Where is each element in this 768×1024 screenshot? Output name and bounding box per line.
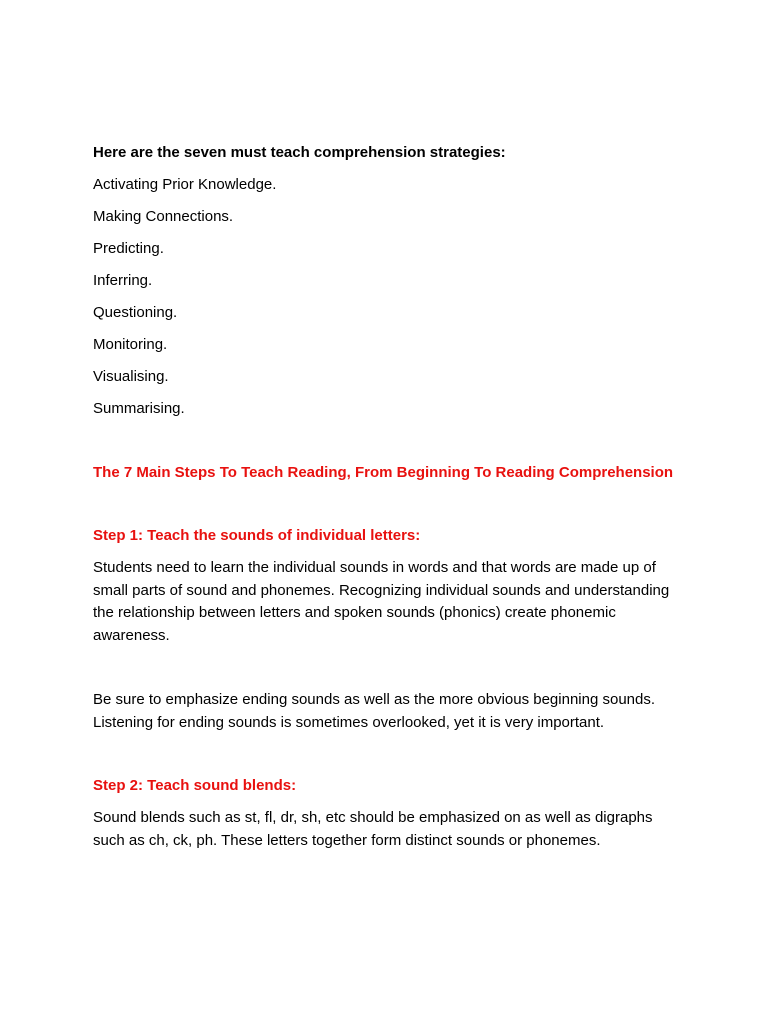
step-1-title: Step 1: Teach the sounds of individual letters: [93, 527, 421, 544]
step-2-paragraph-1: Sound blends such as st, fl, dr, sh, etc should be emphasized on as well as digraphs such as ch, ck, ph. These letters together form distinct sounds or phonemes. [93, 809, 653, 849]
strategy-list [93, 174, 678, 421]
strategy-item: Predicting. [93, 240, 164, 257]
strategy-item: Monitoring. [93, 336, 168, 353]
strategy-item: Inferring. [93, 272, 153, 289]
section-title: The 7 Main Steps To Teach Reading, From Beginning To Reading Comprehension [93, 463, 674, 481]
strategy-item: Activating Prior Knowledge. [93, 176, 277, 193]
intro-heading: Here are the seven must teach comprehension strategies: [93, 144, 506, 161]
strategy-item: Visualising. [93, 368, 169, 385]
step-2-title: Step 2: Teach sound blends: [93, 777, 297, 794]
strategy-item: Making Connections. [93, 208, 234, 225]
step-1-paragraph-1: Students need to learn the individual sounds in words and that words are made up of small parts of sound and phonemes. Recognizing individual sounds and understanding the relationship between letters and spoken sounds (phonics) create phonemic awareness. [93, 559, 670, 644]
strategy-item: Summarising. [93, 400, 185, 417]
strategy-item: Questioning. [93, 304, 178, 321]
document-body [93, 142, 678, 852]
step-1-paragraph-2: Be sure to emphasize ending sounds as well as the more obvious beginning sounds. Listening for ending sounds is sometimes overlooked, yet it is very important. [93, 691, 656, 731]
